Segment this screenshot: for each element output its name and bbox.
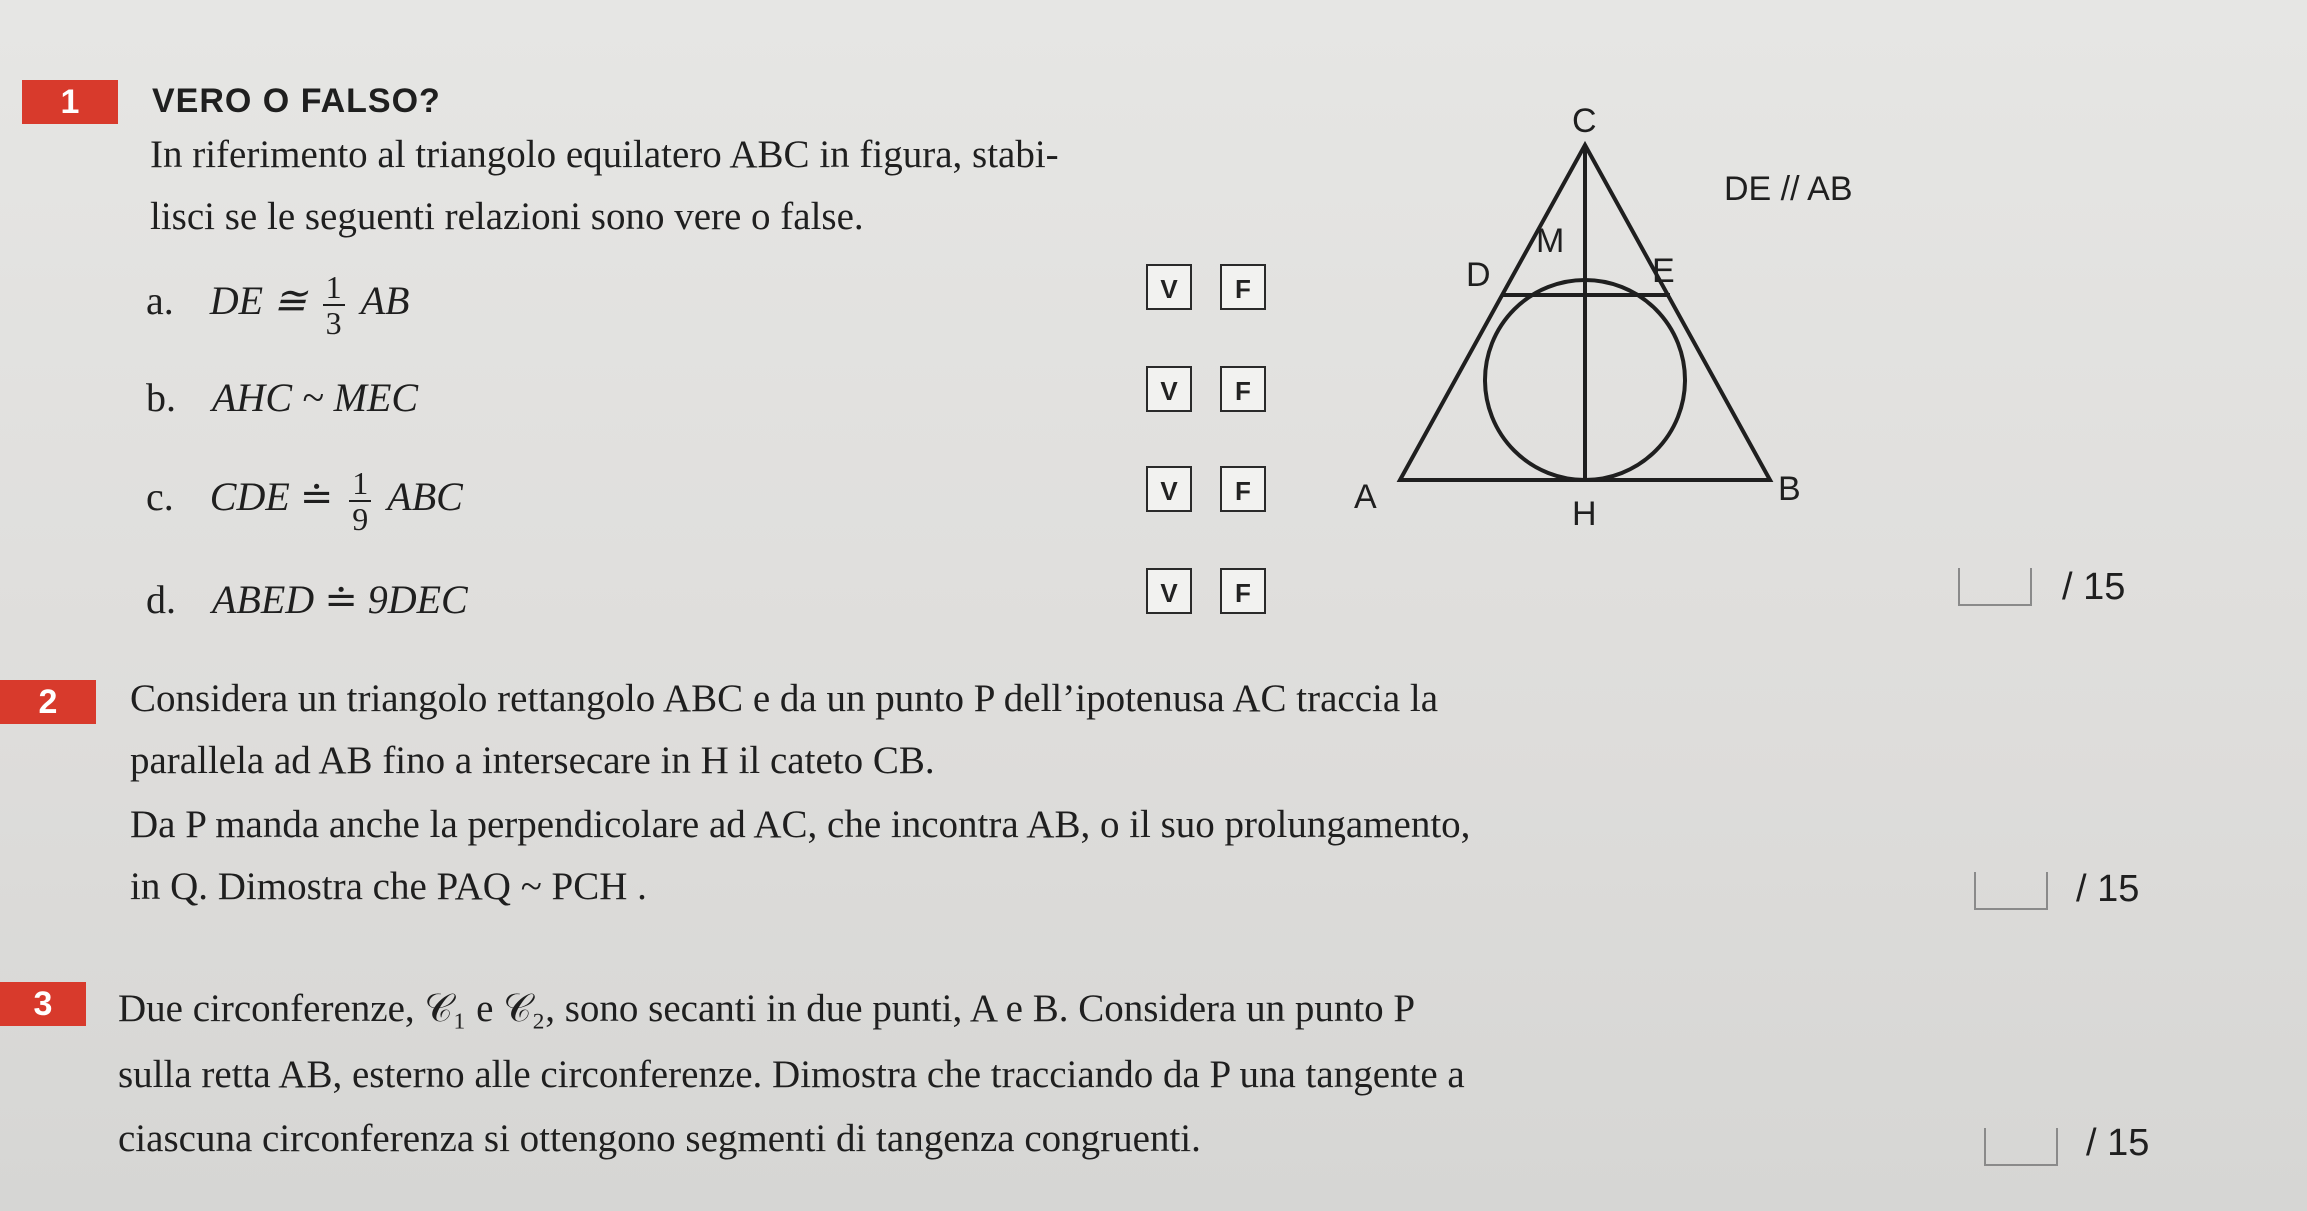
item-c-fraction (349, 466, 371, 536)
exercise-1-title: VERO O FALSO? (152, 82, 441, 120)
item-a-true-box[interactable]: V (1146, 264, 1192, 310)
exercise-3-number-badge: 3 (0, 982, 86, 1026)
item-a-frac-den: 3 (325, 305, 342, 341)
item-a-fraction (323, 270, 345, 340)
exercise-1-item-b (146, 374, 418, 421)
item-d-label: d. (146, 577, 176, 622)
exercise-1-score: / 15 (2062, 566, 2126, 608)
exercise-3-line-3: ciascuna circonferenza si ottengono segmenti di tangenza congruenti. (118, 1117, 1201, 1160)
triangle-figure (1340, 100, 1900, 540)
item-c-false-box[interactable]: F (1220, 466, 1266, 512)
label-m: M (1536, 222, 1565, 260)
item-c-expr-right: ABC (387, 474, 463, 520)
label-b: B (1778, 470, 1801, 508)
item-b-label: b. (146, 375, 176, 420)
exercise-2-line-2: parallela ad AB fino a intersecare in H il cateto CB. (130, 739, 935, 782)
label-de-parallel-ab: DE // AB (1724, 170, 1853, 208)
exercise-1-intro-line-2: lisci se le seguenti relazioni sono vere o false. (150, 195, 864, 238)
item-b-false-box[interactable]: F (1220, 366, 1266, 412)
item-c-true-box[interactable]: V (1146, 466, 1192, 512)
item-c-expr-left: CDE ≐ (209, 474, 334, 520)
exercise-1-intro-line-1: In riferimento al triangolo equilatero ABC in figura, stabi- (150, 133, 1059, 176)
exercise-2-line-4: in Q. Dimostra che PAQ ~ PCH . (130, 865, 647, 908)
item-b-expr: AHC ~ MEC (212, 375, 419, 420)
exercise-2-score: / 15 (2076, 868, 2140, 910)
label-h: H (1572, 495, 1597, 533)
exercise-3-line-1: Due circonferenze, 𝒞₁ e 𝒞₂, sono secanti in due punti, A e B. Considera un punto P (118, 987, 1416, 1030)
exercise-2-score-box[interactable] (1974, 872, 2048, 910)
item-a-expr-left: DE ≅ (209, 278, 307, 324)
exercise-3-score: / 15 (2086, 1122, 2150, 1164)
item-a-expr-right: AB (360, 278, 410, 324)
label-e: E (1652, 252, 1675, 290)
item-a-frac-num: 1 (323, 270, 345, 306)
label-c: C (1572, 102, 1597, 140)
exercise-1-item-c (146, 466, 463, 536)
item-a-label: a. (146, 278, 174, 324)
exercise-1-score-box[interactable] (1958, 568, 2032, 606)
exercise-1-item-a (146, 270, 409, 340)
exercise-3-score-box[interactable] (1984, 1128, 2058, 1166)
exercise-2-line-1: Considera un triangolo rettangolo ABC e da un punto P dell’ipotenusa AC traccia la (130, 677, 1439, 720)
item-d-true-box[interactable]: V (1146, 568, 1192, 614)
item-c-frac-den: 9 (352, 501, 369, 537)
label-d: D (1466, 256, 1491, 294)
exercise-3-line-2: sulla retta AB, esterno alle circonferenze. Dimostra che tracciando da P una tangente a (118, 1053, 1465, 1096)
exercise-1-number-badge: 1 (22, 80, 118, 124)
label-a: A (1354, 478, 1377, 516)
exercise-2-line-3: Da P manda anche la perpendicolare ad AC, che incontra AB, o il suo prolungamento, (130, 803, 1471, 846)
item-b-true-box[interactable]: V (1146, 366, 1192, 412)
exercise-1-item-d (146, 576, 468, 623)
item-c-label: c. (146, 474, 174, 520)
item-d-false-box[interactable]: F (1220, 568, 1266, 614)
item-c-frac-num: 1 (349, 466, 371, 502)
item-a-false-box[interactable]: F (1220, 264, 1266, 310)
item-d-expr: ABED ≐ 9DEC (212, 577, 468, 622)
exercise-2-number-badge: 2 (0, 680, 96, 724)
